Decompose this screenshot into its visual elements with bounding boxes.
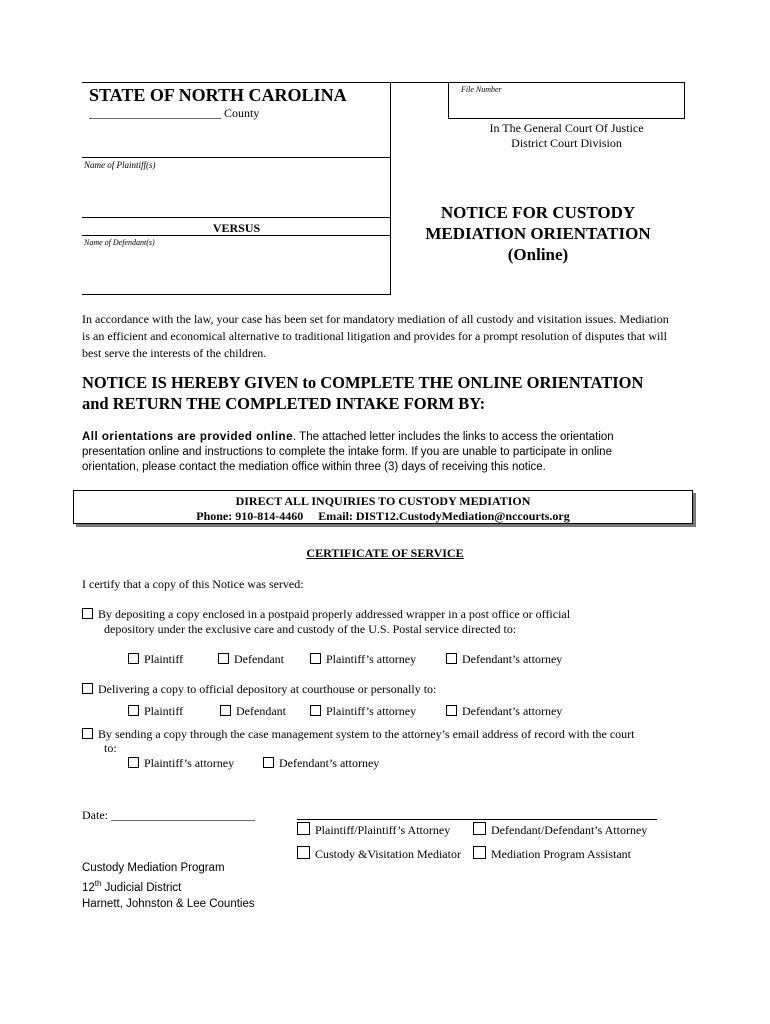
sig-plaintiff-attorney-checkbox[interactable]: [297, 822, 310, 835]
program-name: Custody Mediation Program: [82, 862, 225, 874]
notice-title-line-2: MEDIATION ORIENTATION: [425, 224, 651, 243]
county-line: [89, 106, 259, 121]
email-checkbox[interactable]: [82, 728, 93, 739]
delivery-defendant-checkbox[interactable]: [220, 705, 231, 716]
email-defendants-attorney-label: Defendant’s attorney: [279, 756, 380, 770]
district-suffix: th: [94, 879, 102, 888]
delivery-plaintiffs-attorney-label: Plaintiff’s attorney: [326, 704, 417, 718]
district-line: [82, 876, 255, 896]
email-plaintiffs-attorney-label: Plaintiff’s attorney: [144, 756, 235, 770]
mail-plaintiff-checkbox[interactable]: [128, 653, 139, 664]
date-blank[interactable]: ________________________: [111, 808, 255, 822]
inquiries-box: [73, 490, 693, 524]
phone-label: Phone:: [196, 509, 233, 523]
defendant-name-label: Name of Defendant(s): [84, 238, 155, 247]
mail-checkbox[interactable]: [82, 608, 93, 619]
notice-title: [392, 202, 684, 265]
certificate-title: CERTIFICATE OF SERVICE: [306, 546, 464, 560]
delivery-defendants-attorney-label: Defendant’s attorney: [462, 704, 563, 718]
court-line-2: District Court Division: [511, 136, 622, 150]
email-defendants-attorney-option[interactable]: [263, 756, 379, 771]
sig-defendant-attorney-checkbox[interactable]: [473, 822, 486, 835]
counties-line: Harnett, Johnston & Lee Counties: [82, 897, 255, 910]
notice-heading-line-2: and RETURN THE COMPLETED INTAKE FORM BY:: [82, 394, 486, 413]
mail-defendants-attorney-label: Defendant’s attorney: [462, 652, 563, 666]
mail-option-line-1: By depositing a copy enclosed in a postpaid properly addressed wrapper in a post office or official: [98, 607, 571, 621]
notice-heading: [82, 372, 643, 414]
header-bottom-rule: [82, 294, 391, 295]
delivery-defendant-label: Defendant: [236, 704, 286, 718]
notice-title-line-1: NOTICE FOR CUSTODY: [440, 203, 636, 222]
sig-defendant-attorney-label: Defendant/Defendant’s Attorney: [491, 823, 648, 837]
intro-paragraph: [82, 311, 669, 362]
county-label: County: [224, 106, 260, 120]
orientation-line-1-rest: . The attached letter includes the links to access the orientation: [292, 431, 614, 443]
intro-line-2: is an efficient and economical alternative to traditional litigation and provides for a prompt resolution of disputes that will: [82, 329, 667, 343]
email-address[interactable]: DIST12.CustodyMediation@nccourts.org: [355, 509, 570, 523]
header-divider-vertical: [390, 82, 391, 295]
signature-line[interactable]: [297, 819, 657, 820]
delivery-defendant-option[interactable]: [220, 704, 286, 719]
inquiries-contact: [74, 509, 692, 524]
date-label: Date:: [82, 808, 108, 822]
mail-plaintiffs-attorney-label: Plaintiff’s attorney: [326, 652, 417, 666]
sig-assistant-checkbox[interactable]: [473, 846, 486, 859]
email-option-line-1: By sending a copy through the case management system to the attorney’s email address of record with the court: [98, 727, 635, 741]
sig-assistant-label: Mediation Program Assistant: [491, 847, 631, 861]
notice-title-line-3: (Online): [507, 245, 569, 264]
file-number-box-bottom: [448, 118, 685, 119]
service-option-mail[interactable]: [82, 607, 570, 622]
plaintiff-name-label: Name of Plaintiff(s): [84, 160, 156, 170]
delivery-plaintiff-option[interactable]: [128, 704, 183, 719]
mail-defendants-attorney-checkbox[interactable]: [446, 653, 457, 664]
orientation-line-2: presentation online and instructions to complete the intake form. If you are unable to participate in online: [82, 446, 612, 458]
service-option-delivery[interactable]: [82, 682, 436, 697]
sig-assistant-option[interactable]: [473, 846, 631, 862]
email-plaintiffs-attorney-checkbox[interactable]: [128, 757, 139, 768]
district-number: 12: [82, 881, 95, 894]
mail-plaintiff-label: Plaintiff: [144, 652, 184, 666]
sig-mediator-option[interactable]: [297, 846, 461, 862]
email-plaintiffs-attorney-option[interactable]: [128, 756, 234, 771]
mail-plaintiffs-attorney-option[interactable]: [310, 652, 416, 667]
mail-defendant-option[interactable]: [218, 652, 284, 667]
program-address: [82, 860, 255, 912]
sig-plaintiff-attorney-option[interactable]: [297, 822, 450, 838]
delivery-plaintiff-checkbox[interactable]: [128, 705, 139, 716]
orientation-paragraph: [82, 430, 614, 475]
sig-defendant-attorney-option[interactable]: [473, 822, 647, 838]
email-defendants-attorney-checkbox[interactable]: [263, 757, 274, 768]
delivery-plaintiff-label: Plaintiff: [144, 704, 184, 718]
county-blank[interactable]: ______________________: [89, 106, 221, 120]
mail-defendant-checkbox[interactable]: [218, 653, 229, 664]
email-option-line-2: to:: [104, 741, 117, 755]
notice-heading-line-1: NOTICE IS HEREBY GIVEN to COMPLETE THE ONLINE ORIENTATION: [82, 373, 644, 392]
intro-line-1: In accordance with the law, your case has been set for mandatory mediation of all custody and visitation issues. Mediation: [82, 312, 669, 326]
state-title: STATE OF NORTH CAROLINA: [89, 85, 347, 105]
sig-plaintiff-attorney-label: Plaintiff/Plaintiff’s Attorney: [315, 823, 451, 837]
inquiries-title: DIRECT ALL INQUIRIES TO CUSTODY MEDIATION: [235, 494, 531, 508]
mail-plaintiff-option[interactable]: [128, 652, 183, 667]
orientation-bold: All orientations are provided online: [82, 431, 293, 443]
sig-mediator-label: Custody &Visitation Mediator: [315, 847, 461, 861]
delivery-plaintiffs-attorney-option[interactable]: [310, 704, 416, 719]
intro-line-3: best serve the interests of the children.: [82, 346, 267, 360]
court-line-1: In The General Court Of Justice: [489, 121, 644, 135]
delivery-option-label: Delivering a copy to official depository at courthouse or personally to:: [98, 682, 437, 696]
delivery-defendants-attorney-option[interactable]: [446, 704, 562, 719]
phone-number[interactable]: 910-814-4460: [235, 509, 304, 523]
email-label: Email:: [318, 509, 353, 523]
mail-defendant-label: Defendant: [234, 652, 284, 666]
versus-top-rule: [82, 217, 391, 218]
file-number-box-right: [684, 82, 685, 119]
certify-statement: I certify that a copy of this Notice was served:: [82, 577, 304, 591]
orientation-line-1: [82, 430, 614, 445]
sig-mediator-checkbox[interactable]: [297, 846, 310, 859]
mail-plaintiffs-attorney-checkbox[interactable]: [310, 653, 321, 664]
date-line: [82, 808, 255, 823]
header-top-rule: [82, 82, 448, 83]
file-number-box-top: [448, 82, 685, 83]
delivery-checkbox[interactable]: [82, 683, 93, 694]
district-rest: Judicial District: [101, 881, 182, 894]
file-number-box-left: [448, 82, 449, 119]
delivery-defendants-attorney-checkbox[interactable]: [446, 705, 457, 716]
versus-label: VERSUS: [212, 221, 261, 235]
service-option-email[interactable]: [82, 727, 635, 742]
mail-option-line-2: depository under the exclusive care and custody of the U.S. Postal service directed to:: [104, 622, 517, 636]
delivery-plaintiffs-attorney-checkbox[interactable]: [310, 705, 321, 716]
plaintiff-top-rule: [82, 157, 391, 158]
orientation-line-3: orientation, please contact the mediation office within three (3) days of receiving this notice.: [82, 461, 546, 473]
mail-defendants-attorney-option[interactable]: [446, 652, 562, 667]
file-number-label: File Number: [461, 85, 502, 94]
